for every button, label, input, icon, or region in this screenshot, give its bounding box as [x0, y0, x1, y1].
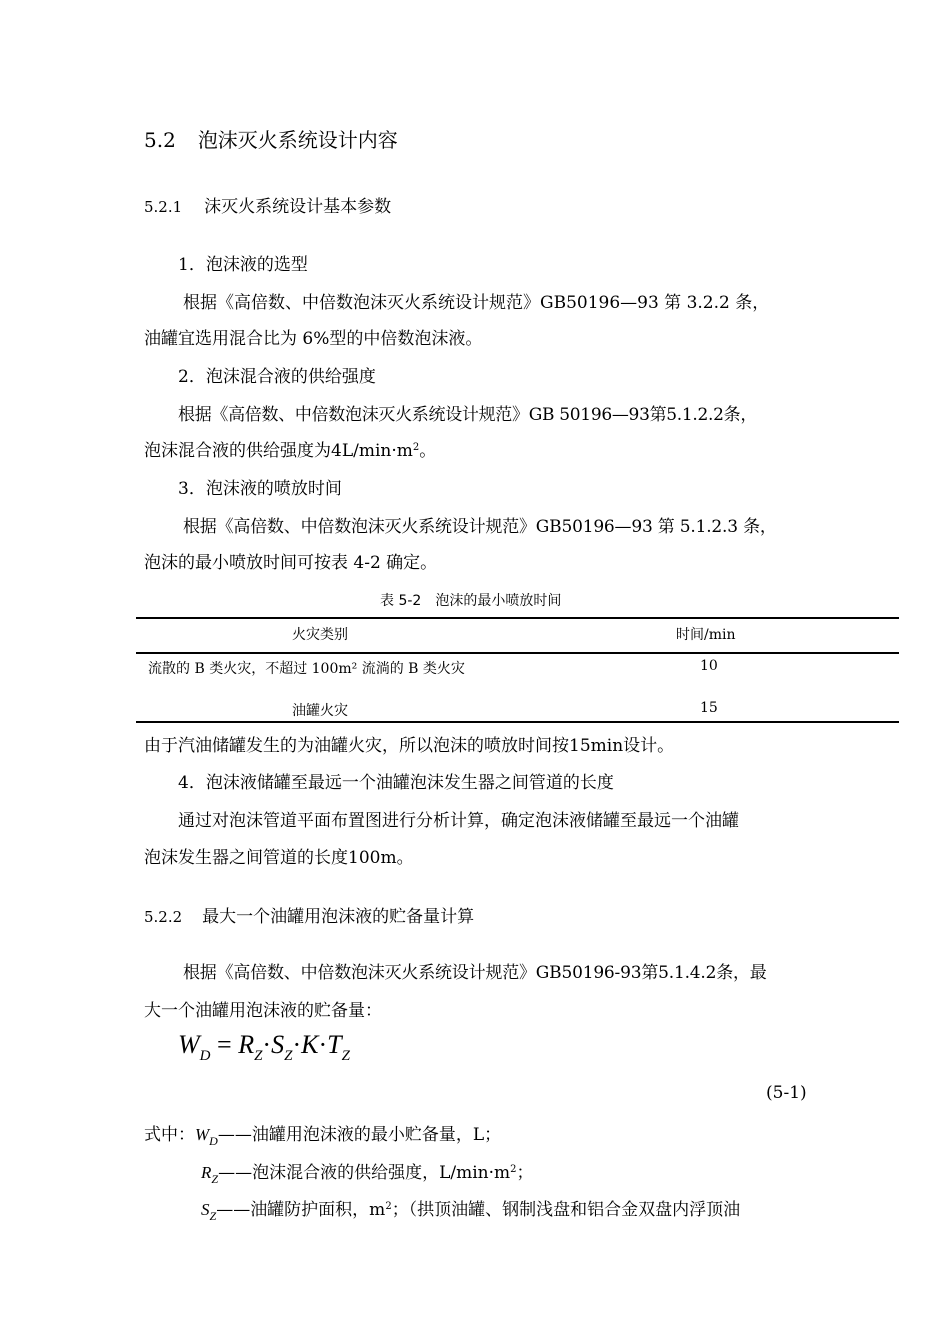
- item-1-paragraph-line1: 根据《高倍数、中倍数泡沫灭火系统设计规范》GB50196—93 第 3.2.2 条，: [183, 293, 770, 313]
- item-3-paragraph-line2: 泡沫的最小喷放时间可按表 4-2 确定。: [144, 553, 438, 573]
- item-4-paragraph-line2: 泡沫发生器之间管道的长度100m。: [144, 848, 414, 868]
- formula: $W_D = R_Z\cdot S_Z\cdot K\cdot T_Z$: [178, 1030, 350, 1064]
- table-top-rule: [136, 617, 899, 619]
- subsection-number: 5.2.1: [144, 198, 183, 216]
- legend-wd: 式中：$W_D——$油罐用泡沫液的最小贮备量，L；: [144, 1125, 502, 1148]
- subsection-title: 沫灭火系统设计基本参数: [204, 197, 392, 217]
- table-header-rule: [136, 652, 899, 654]
- subsection-number: 5.2.2: [144, 908, 183, 926]
- item-2-paragraph-line1: 根据《高倍数、中倍数泡沫灭火系统设计规范》GB 50196—93第5.1.2.2条，: [178, 405, 758, 425]
- table-row-1-time: 10: [700, 658, 718, 674]
- table-header-category: 火灾类别: [292, 627, 348, 643]
- formula-number: (5-1): [766, 1083, 807, 1103]
- item-1-paragraph-line2: 油罐宜选用混合比为 6%型的中倍数泡沫液。: [144, 329, 483, 349]
- legend-sz: $S_Z——$油罐防护面积，$m^2$；（拱顶油罐、钢制浅盘和铝合金双盘内浮顶油: [201, 1200, 741, 1223]
- table-bottom-rule: [136, 721, 899, 723]
- subsection-heading-5-2-1: [144, 192, 391, 217]
- item-2-paragraph-line2: 泡沫混合液的供给强度为$4L/\min\cdot m^2$。: [144, 441, 437, 461]
- item-3-title: 3．泡沫液的喷放时间: [178, 479, 342, 499]
- section-heading: [144, 124, 398, 153]
- section-number: 5.2: [144, 128, 176, 152]
- subsection-title: 最大一个油罐用泡沫液的贮备量计算: [202, 907, 475, 927]
- sub2-paragraph-line2: 大一个油罐用泡沫液的贮备量：: [144, 1001, 382, 1021]
- section-title: 泡沫灭火系统设计内容: [197, 128, 398, 152]
- table-row-2-time: 15: [700, 700, 718, 716]
- item-1-title: 1．泡沫液的选型: [178, 255, 308, 275]
- legend-rz: $R_Z——$泡沫混合液的供给强度，$L/\min\cdot m^2$；: [201, 1163, 534, 1186]
- item-2-title: 2．泡沫混合液的供给强度: [178, 367, 376, 387]
- after-table-paragraph: 由于汽油储罐发生的为油罐火灾，所以泡沫的喷放时间按15min设计。: [144, 736, 675, 756]
- item-3-paragraph-line1: 根据《高倍数、中倍数泡沫灭火系统设计规范》GB50196—93 第 5.1.2.3 条，: [183, 517, 777, 537]
- table-header-time: 时间/min: [676, 627, 736, 643]
- item-4-paragraph-line1: 通过对泡沫管道平面布置图进行分析计算，确定泡沫液储罐至最远一个油罐: [178, 811, 739, 831]
- item-4-title: 4．泡沫液储罐至最远一个油罐泡沫发生器之间管道的长度: [178, 773, 614, 793]
- table-row-1-category: 流散的 B 类火灾，不超过 100m² 流淌的 B 类火灾: [148, 661, 465, 677]
- sub2-paragraph-line1: 根据《高倍数、中倍数泡沫灭火系统设计规范》GB50196-93第5.1.4.2条，最: [183, 963, 767, 983]
- subsection-heading-5-2-2: [144, 902, 474, 927]
- table-row-2-category: 油罐火灾: [292, 703, 348, 719]
- table-caption: 表 5-2 泡沫的最小喷放时间: [380, 593, 562, 609]
